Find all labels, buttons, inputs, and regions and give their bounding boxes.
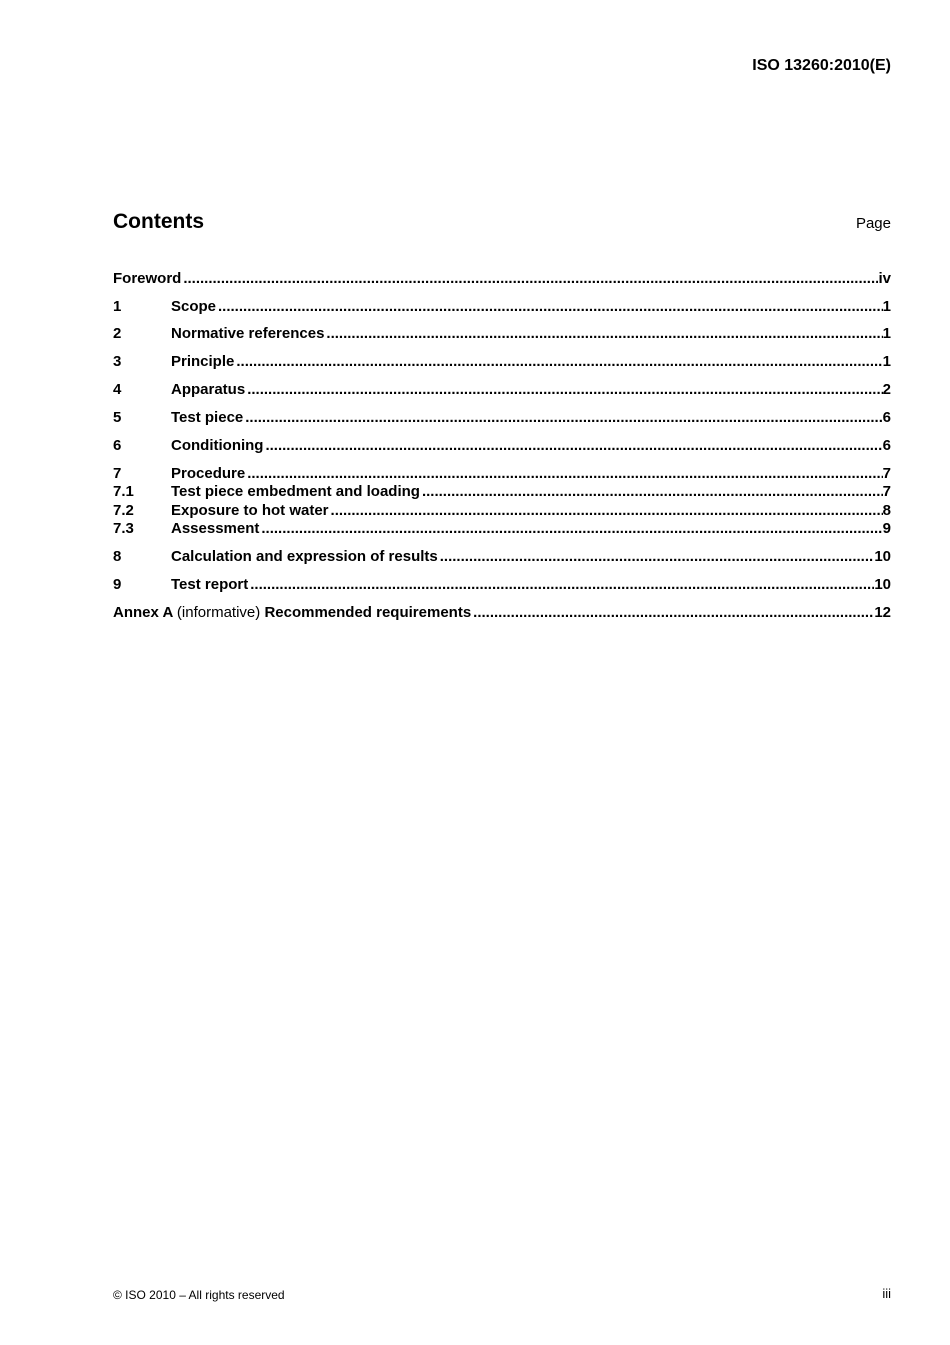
toc-entry-procedure[interactable] (113, 464, 891, 483)
toc-entry-test-piece-embedment[interactable] (113, 482, 891, 501)
toc-entry-exposure-hot-water[interactable] (113, 501, 891, 520)
toc-leader-dots (324, 324, 882, 343)
toc-entry-title: Scope (171, 298, 217, 315)
toc-entry-number: 8 (113, 548, 122, 565)
toc-leader-dots (245, 380, 882, 399)
toc-entry-title (113, 603, 471, 622)
toc-entry-assessment[interactable] (113, 519, 891, 538)
toc-leader-dots (216, 297, 883, 316)
toc-entry-number: 7.1 (113, 483, 134, 500)
footer-page-number: iii (882, 1286, 891, 1301)
toc-entry-title: Procedure (171, 465, 246, 482)
toc-entry-page: 10 (874, 548, 891, 565)
toc-entry-page: 7 (882, 483, 891, 500)
toc-leader-dots (263, 436, 882, 455)
toc-entry-number: 7 (113, 465, 122, 482)
page-column-label: Page (855, 215, 891, 232)
toc-entry-title: Foreword (113, 270, 182, 287)
toc-entry-number: 5 (113, 409, 122, 426)
toc-leader-dots (243, 408, 882, 427)
toc-entry-number: 3 (113, 353, 122, 370)
toc-entry-page: 10 (874, 576, 891, 593)
toc-entry-title: Principle (171, 353, 235, 370)
toc-entry-title: Test piece embedment and loading (171, 483, 420, 500)
toc-entry-page: 7 (882, 465, 891, 482)
toc-entry-page: 1 (882, 353, 891, 370)
document-id: ISO 13260:2010(E) (752, 57, 891, 74)
toc-entry-page: 6 (882, 409, 891, 426)
annex-label: Annex A (113, 604, 173, 621)
toc-entry-test-report[interactable] (113, 575, 891, 594)
toc-entry-page: iv (878, 270, 891, 287)
toc-entry-title: Normative references (171, 325, 325, 342)
toc-entry-title: Assessment (171, 520, 260, 537)
toc-entry-foreword[interactable] (113, 269, 891, 288)
toc-entry-apparatus[interactable] (113, 380, 891, 399)
toc-entry-title: Calculation and expression of results (171, 548, 438, 565)
toc-entry-title: Exposure to hot water (171, 502, 329, 519)
annex-title: Recommended requirements (264, 604, 472, 621)
toc-entry-principle[interactable] (113, 352, 891, 371)
toc-leader-dots (245, 464, 882, 483)
toc-leader-dots (248, 575, 874, 594)
toc-entry-title: Test report (171, 576, 249, 593)
toc-entry-page: 9 (882, 520, 891, 537)
toc-entry-title: Apparatus (171, 381, 246, 398)
toc-entry-number: 7.2 (113, 502, 134, 519)
toc-entry-title: Test piece (171, 409, 244, 426)
toc-entry-scope[interactable] (113, 297, 891, 316)
toc-entry-number: 2 (113, 325, 122, 342)
toc-entry-conditioning[interactable] (113, 436, 891, 455)
toc-leader-dots (329, 501, 883, 520)
toc-leader-dots (234, 352, 882, 371)
contents-title: Contents (113, 210, 204, 233)
toc-entry-page: 6 (882, 437, 891, 454)
toc-entry-page: 1 (882, 298, 891, 315)
footer-copyright: © ISO 2010 – All rights reserved (113, 1288, 285, 1302)
toc-entry-number: 4 (113, 381, 122, 398)
toc-entry-page: 1 (882, 325, 891, 342)
annex-qualifier: (informative) (176, 604, 261, 621)
toc-leader-dots (471, 603, 874, 622)
toc-entry-normative-references[interactable] (113, 324, 891, 343)
toc-leader-dots (259, 519, 882, 538)
toc-entry-number: 9 (113, 576, 122, 593)
toc-entry-page: 12 (874, 604, 891, 621)
toc-entry-test-piece[interactable] (113, 408, 891, 427)
toc-entry-annex-a[interactable] (113, 603, 891, 622)
toc-entry-page: 8 (882, 502, 891, 519)
toc-entry-number: 6 (113, 437, 122, 454)
toc-leader-dots (420, 482, 883, 501)
toc-entry-title: Conditioning (171, 437, 264, 454)
toc-leader-dots (438, 547, 875, 566)
toc-leader-dots (181, 269, 878, 288)
toc-entry-number: 1 (113, 298, 122, 315)
toc-entry-calculation[interactable] (113, 547, 891, 566)
toc-entry-number: 7.3 (113, 520, 134, 537)
toc-entry-page: 2 (882, 381, 891, 398)
